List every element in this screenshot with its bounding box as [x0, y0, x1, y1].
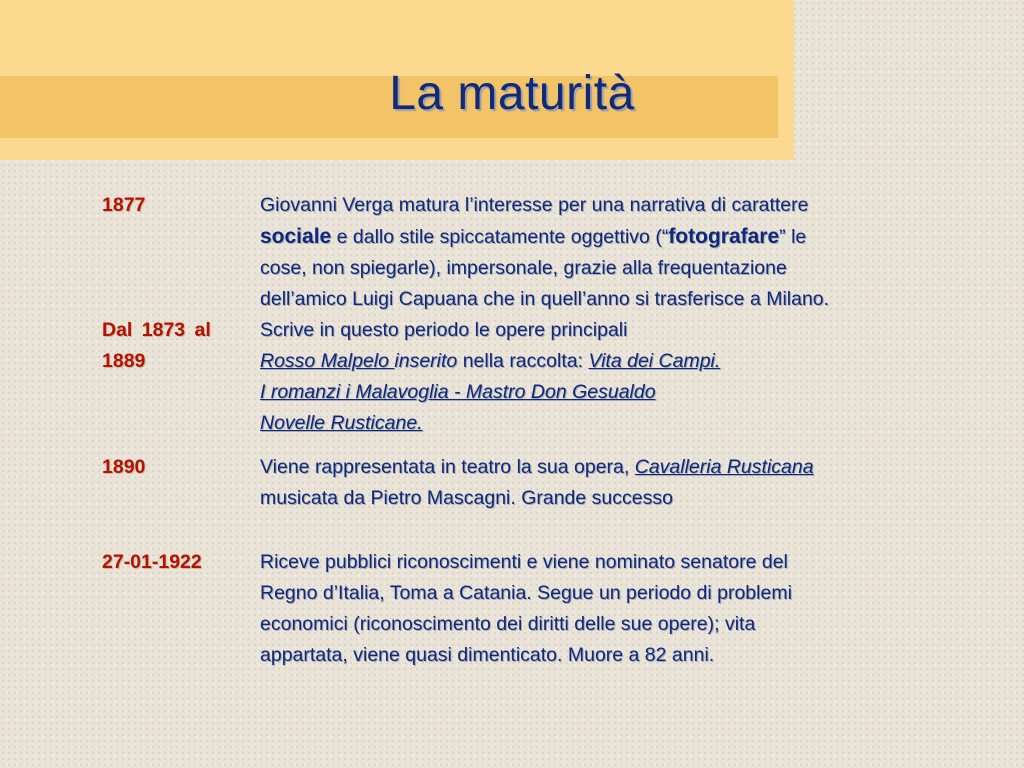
- work-link-cavalleria-rusticana[interactable]: Cavalleria Rusticana: [634, 456, 814, 478]
- work-link-novelle-rusticane[interactable]: Novelle Rusticane.: [260, 412, 423, 434]
- description-line: Regno d’Italia, Toma a Catania. Segue un periodo di problemi: [260, 582, 792, 604]
- description-line: sociale e dallo stile spiccatamente oggettivo (“fotografare” le: [260, 225, 807, 248]
- description-line: appartata, viene quasi dimenticato. Muore a 82 anni.: [260, 644, 715, 666]
- description-line: [260, 408, 950, 439]
- description-line: Giovanni Verga matura l’interesse per una narrativa di carattere: [260, 194, 809, 216]
- description-line: [260, 377, 950, 408]
- timeline-description-1873-1889: [260, 315, 950, 439]
- work-link-vita-dei-campi[interactable]: Vita dei Campi.: [588, 350, 721, 372]
- description-line: Scrive in questo periodo le opere principali: [260, 319, 628, 341]
- description-line: cose, non spiegarle), impersonale, grazie alla frequentazione: [260, 257, 787, 279]
- description-line: dell’amico Luigi Capuana che in quell’anno si trasferisce a Milano.: [260, 288, 830, 310]
- description-line: economici (riconoscimento dei diritti delle sue opere); vita: [260, 613, 756, 635]
- description-line: Viene rappresentata in teatro la sua opera, Cavalleria Rusticana: [260, 456, 814, 478]
- slide-title: La maturità: [389, 67, 635, 120]
- timeline-description-1890: [260, 452, 950, 514]
- work-link-malavoglia-gesualdo[interactable]: I romanzi i Malavoglia - Mastro Don Gesualdo: [260, 381, 656, 403]
- timeline-date-1873-1889: Dal 1873 al 1889: [102, 319, 211, 372]
- timeline-date-1890: 1890: [102, 456, 146, 478]
- description-line: musicata da Pietro Mascagni. Grande successo: [260, 487, 673, 509]
- description-line: Rosso Malpelo inserito nella raccolta: Vita dei Campi.: [260, 350, 721, 372]
- timeline-description-1877: [260, 190, 950, 315]
- description-line: Riceve pubblici riconoscimenti e viene nominato senatore del: [260, 551, 788, 573]
- keyword-sociale: sociale: [260, 225, 332, 248]
- timeline-date-1877: 1877: [102, 194, 146, 216]
- keyword-fotografare: fotografare: [668, 225, 780, 248]
- timeline-date-1922: 27-01-1922: [102, 551, 202, 573]
- timeline-description-1922: [260, 547, 950, 671]
- work-link-rosso-malpelo[interactable]: Rosso Malpelo: [260, 350, 395, 372]
